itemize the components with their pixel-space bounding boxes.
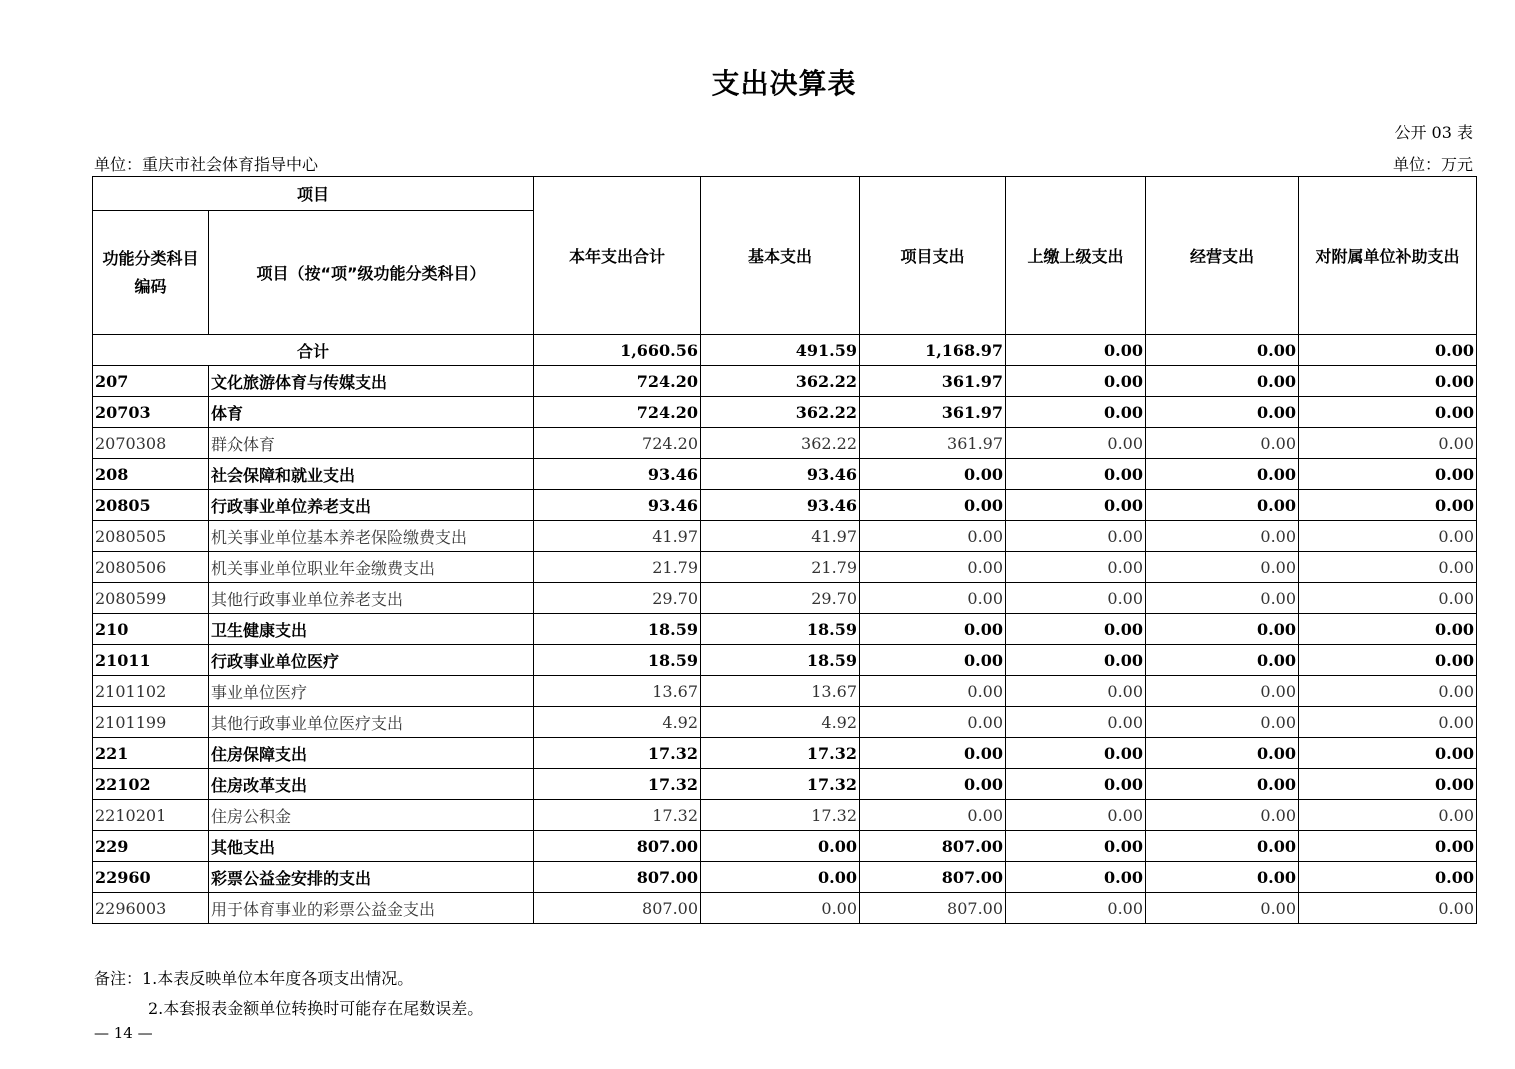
currency-unit: 单位：万元 — [1392, 155, 1473, 174]
upper-cell: 0.00 — [1006, 335, 1146, 366]
name-cell: 卫生健康支出 — [209, 614, 534, 645]
subsidy-cell: 0.00 — [1299, 738, 1477, 769]
subsidy-cell: 0.00 — [1299, 397, 1477, 428]
code-cell: 21011 — [93, 645, 209, 676]
subsidy-cell: 0.00 — [1299, 521, 1477, 552]
business-cell: 0.00 — [1146, 769, 1299, 800]
total-label: 合计 — [93, 335, 534, 366]
unit-name: 单位：重庆市社会体育指导中心 — [94, 155, 319, 174]
name-cell: 体育 — [209, 397, 534, 428]
code-cell: 208 — [93, 459, 209, 490]
name-cell: 用于体育事业的彩票公益金支出 — [209, 893, 534, 924]
project-cell: 0.00 — [860, 583, 1006, 614]
project-cell: 0.00 — [860, 614, 1006, 645]
total-cell: 93.46 — [534, 459, 701, 490]
code-cell: 20703 — [93, 397, 209, 428]
upper-cell: 0.00 — [1006, 397, 1146, 428]
total-cell: 724.20 — [534, 428, 701, 459]
name-cell: 其他支出 — [209, 831, 534, 862]
name-cell: 机关事业单位职业年金缴费支出 — [209, 552, 534, 583]
header-business: 经营支出 — [1146, 177, 1299, 335]
upper-cell: 0.00 — [1006, 366, 1146, 397]
name-cell: 行政事业单位养老支出 — [209, 490, 534, 521]
business-cell: 0.00 — [1146, 831, 1299, 862]
business-cell: 0.00 — [1146, 459, 1299, 490]
upper-cell: 0.00 — [1006, 769, 1146, 800]
name-cell: 彩票公益金安排的支出 — [209, 862, 534, 893]
table-row — [93, 769, 1477, 800]
code-cell: 2080505 — [93, 521, 209, 552]
basic-cell: 93.46 — [701, 490, 860, 521]
table-row — [93, 490, 1477, 521]
code-cell: 210 — [93, 614, 209, 645]
upper-cell: 0.00 — [1006, 645, 1146, 676]
header-name: 项目（按“项”级功能分类科目） — [209, 211, 534, 335]
subsidy-cell: 0.00 — [1299, 583, 1477, 614]
table-row — [93, 459, 1477, 490]
upper-cell: 0.00 — [1006, 428, 1146, 459]
project-cell: 361.97 — [860, 428, 1006, 459]
subsidy-cell: 0.00 — [1299, 645, 1477, 676]
table-row — [93, 862, 1477, 893]
basic-cell: 13.67 — [701, 676, 860, 707]
header-total: 本年支出合计 — [534, 177, 701, 335]
table-row — [93, 397, 1477, 428]
business-cell: 0.00 — [1146, 552, 1299, 583]
total-cell: 18.59 — [534, 645, 701, 676]
subsidy-cell: 0.00 — [1299, 459, 1477, 490]
form-number: 公开 03 表 — [1394, 123, 1473, 142]
subsidy-cell: 0.00 — [1299, 676, 1477, 707]
table-row — [93, 707, 1477, 738]
basic-cell: 18.59 — [701, 614, 860, 645]
total-cell: 13.67 — [534, 676, 701, 707]
upper-cell: 0.00 — [1006, 459, 1146, 490]
business-cell: 0.00 — [1146, 335, 1299, 366]
total-cell: 807.00 — [534, 862, 701, 893]
basic-cell: 4.92 — [701, 707, 860, 738]
total-cell: 807.00 — [534, 893, 701, 924]
subsidy-cell: 0.00 — [1299, 862, 1477, 893]
note-2: 2.本套报表金额单位转换时可能存在尾数误差。 — [148, 999, 484, 1018]
total-cell: 17.32 — [534, 800, 701, 831]
upper-cell: 0.00 — [1006, 552, 1146, 583]
table-row — [93, 366, 1477, 397]
subsidy-cell: 0.00 — [1299, 893, 1477, 924]
project-cell: 361.97 — [860, 397, 1006, 428]
code-cell: 207 — [93, 366, 209, 397]
table-row — [93, 893, 1477, 924]
name-cell: 其他行政事业单位医疗支出 — [209, 707, 534, 738]
code-cell: 2080599 — [93, 583, 209, 614]
subsidy-cell: 0.00 — [1299, 428, 1477, 459]
upper-cell: 0.00 — [1006, 707, 1146, 738]
table-row — [93, 800, 1477, 831]
basic-cell: 29.70 — [701, 583, 860, 614]
subsidy-cell: 0.00 — [1299, 552, 1477, 583]
business-cell: 0.00 — [1146, 428, 1299, 459]
project-cell: 0.00 — [860, 769, 1006, 800]
header-project: 项目 — [93, 177, 534, 211]
project-cell: 0.00 — [860, 459, 1006, 490]
table-row — [93, 428, 1477, 459]
page-title: 支出决算表 — [711, 67, 857, 100]
basic-cell: 362.22 — [701, 366, 860, 397]
basic-cell: 0.00 — [701, 862, 860, 893]
subsidy-cell: 0.00 — [1299, 335, 1477, 366]
total-cell: 4.92 — [534, 707, 701, 738]
table-row — [93, 645, 1477, 676]
total-cell: 21.79 — [534, 552, 701, 583]
project-cell: 0.00 — [860, 521, 1006, 552]
business-cell: 0.00 — [1146, 800, 1299, 831]
upper-cell: 0.00 — [1006, 583, 1146, 614]
business-cell: 0.00 — [1146, 583, 1299, 614]
table-row — [93, 614, 1477, 645]
project-cell: 0.00 — [860, 738, 1006, 769]
name-cell: 住房保障支出 — [209, 738, 534, 769]
basic-cell: 362.22 — [701, 428, 860, 459]
basic-cell: 21.79 — [701, 552, 860, 583]
total-row — [93, 335, 1477, 366]
basic-cell: 17.32 — [701, 800, 860, 831]
notes — [94, 964, 483, 1024]
name-cell: 住房公积金 — [209, 800, 534, 831]
upper-cell: 0.00 — [1006, 831, 1146, 862]
project-cell: 0.00 — [860, 490, 1006, 521]
total-cell: 807.00 — [534, 831, 701, 862]
code-cell: 2101102 — [93, 676, 209, 707]
subsidy-cell: 0.00 — [1299, 490, 1477, 521]
upper-cell: 0.00 — [1006, 490, 1146, 521]
upper-cell: 0.00 — [1006, 800, 1146, 831]
table-row — [93, 552, 1477, 583]
code-cell: 22960 — [93, 862, 209, 893]
basic-cell: 18.59 — [701, 645, 860, 676]
project-cell: 0.00 — [860, 676, 1006, 707]
basic-cell: 17.32 — [701, 738, 860, 769]
name-cell: 社会保障和就业支出 — [209, 459, 534, 490]
subsidy-cell: 0.00 — [1299, 366, 1477, 397]
name-cell: 机关事业单位基本养老保险缴费支出 — [209, 521, 534, 552]
basic-cell: 362.22 — [701, 397, 860, 428]
upper-cell: 0.00 — [1006, 521, 1146, 552]
business-cell: 0.00 — [1146, 862, 1299, 893]
basic-cell: 491.59 — [701, 335, 860, 366]
upper-cell: 0.00 — [1006, 893, 1146, 924]
code-cell: 2210201 — [93, 800, 209, 831]
note-1: 备注：1.本表反映单位本年度各项支出情况。 — [94, 969, 414, 988]
business-cell: 0.00 — [1146, 490, 1299, 521]
name-cell: 行政事业单位医疗 — [209, 645, 534, 676]
code-cell: 229 — [93, 831, 209, 862]
name-cell: 其他行政事业单位养老支出 — [209, 583, 534, 614]
business-cell: 0.00 — [1146, 707, 1299, 738]
project-cell: 1,168.97 — [860, 335, 1006, 366]
project-cell: 0.00 — [860, 552, 1006, 583]
basic-cell: 0.00 — [701, 831, 860, 862]
business-cell: 0.00 — [1146, 521, 1299, 552]
project-cell: 361.97 — [860, 366, 1006, 397]
business-cell: 0.00 — [1146, 676, 1299, 707]
name-cell: 群众体育 — [209, 428, 534, 459]
subsidy-cell: 0.00 — [1299, 800, 1477, 831]
table-row — [93, 738, 1477, 769]
business-cell: 0.00 — [1146, 738, 1299, 769]
project-cell: 0.00 — [860, 645, 1006, 676]
business-cell: 0.00 — [1146, 397, 1299, 428]
name-cell: 事业单位医疗 — [209, 676, 534, 707]
code-cell: 2070308 — [93, 428, 209, 459]
basic-cell: 93.46 — [701, 459, 860, 490]
expenditure-table — [92, 176, 1477, 924]
upper-cell: 0.00 — [1006, 614, 1146, 645]
basic-cell: 41.97 — [701, 521, 860, 552]
upper-cell: 0.00 — [1006, 738, 1146, 769]
project-cell: 807.00 — [860, 862, 1006, 893]
business-cell: 0.00 — [1146, 614, 1299, 645]
upper-cell: 0.00 — [1006, 862, 1146, 893]
table-row — [93, 583, 1477, 614]
code-cell: 221 — [93, 738, 209, 769]
page-number: — 14 — — [94, 1024, 153, 1042]
header-project-expense: 项目支出 — [860, 177, 1006, 335]
total-cell: 93.46 — [534, 490, 701, 521]
header-subsidy: 对附属单位补助支出 — [1299, 177, 1477, 335]
total-cell: 724.20 — [534, 397, 701, 428]
project-cell: 807.00 — [860, 831, 1006, 862]
project-cell: 0.00 — [860, 800, 1006, 831]
total-cell: 18.59 — [534, 614, 701, 645]
code-cell: 2101199 — [93, 707, 209, 738]
total-cell: 29.70 — [534, 583, 701, 614]
name-cell: 文化旅游体育与传媒支出 — [209, 366, 534, 397]
table-row — [93, 521, 1477, 552]
total-cell: 17.32 — [534, 738, 701, 769]
table-row — [93, 831, 1477, 862]
code-cell: 2080506 — [93, 552, 209, 583]
header-upper: 上缴上级支出 — [1006, 177, 1146, 335]
project-cell: 0.00 — [860, 707, 1006, 738]
business-cell: 0.00 — [1146, 366, 1299, 397]
total-cell: 724.20 — [534, 366, 701, 397]
total-cell: 1,660.56 — [534, 335, 701, 366]
header-code: 功能分类科目编码 — [93, 211, 209, 335]
table-row — [93, 676, 1477, 707]
subsidy-cell: 0.00 — [1299, 614, 1477, 645]
business-cell: 0.00 — [1146, 645, 1299, 676]
upper-cell: 0.00 — [1006, 676, 1146, 707]
project-cell: 807.00 — [860, 893, 1006, 924]
basic-cell: 0.00 — [701, 893, 860, 924]
subsidy-cell: 0.00 — [1299, 831, 1477, 862]
code-cell: 22102 — [93, 769, 209, 800]
header-basic: 基本支出 — [701, 177, 860, 335]
business-cell: 0.00 — [1146, 893, 1299, 924]
total-cell: 17.32 — [534, 769, 701, 800]
total-cell: 41.97 — [534, 521, 701, 552]
code-cell: 20805 — [93, 490, 209, 521]
code-cell: 2296003 — [93, 893, 209, 924]
subsidy-cell: 0.00 — [1299, 769, 1477, 800]
basic-cell: 17.32 — [701, 769, 860, 800]
name-cell: 住房改革支出 — [209, 769, 534, 800]
subsidy-cell: 0.00 — [1299, 707, 1477, 738]
